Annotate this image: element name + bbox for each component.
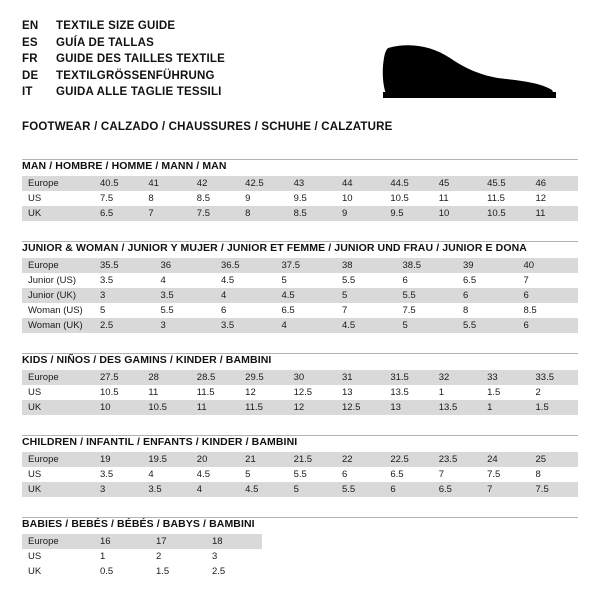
cell: 11: [530, 206, 578, 221]
table-row: [22, 467, 578, 482]
cell: 3: [94, 288, 155, 303]
cell: 42.5: [239, 176, 287, 191]
cell: 4.5: [336, 318, 397, 333]
cell: 3: [206, 549, 262, 564]
cell: 11: [191, 400, 239, 415]
cell: 7: [481, 482, 529, 497]
cell: 11.5: [239, 400, 287, 415]
size-table-block: [22, 517, 578, 579]
cell: 7: [142, 206, 190, 221]
cell: 45.5: [481, 176, 529, 191]
cell: 4.5: [276, 288, 337, 303]
language-row: [22, 51, 225, 68]
cell: 5: [336, 288, 397, 303]
cell: 19: [94, 452, 142, 467]
row-label: Woman (US): [22, 303, 94, 318]
cell: 8.5: [191, 191, 239, 206]
cell: 41: [142, 176, 190, 191]
cell: 3: [94, 482, 142, 497]
table-row: [22, 534, 262, 549]
table-row: [22, 258, 578, 273]
cell: 39: [457, 258, 518, 273]
cell: 9: [336, 206, 384, 221]
cell: 1: [433, 385, 481, 400]
cell: 31: [336, 370, 384, 385]
cell: 4: [155, 273, 216, 288]
row-label: Europe: [22, 176, 94, 191]
cell: 3.5: [94, 273, 155, 288]
cell: 6: [518, 318, 579, 333]
cell: 6: [336, 467, 384, 482]
size-table: [22, 176, 578, 221]
cell: 12: [239, 385, 287, 400]
table-title: BABIES / BEBÉS / BÉBÉS / BABYS / BAMBINI: [22, 518, 255, 530]
cell: 7: [433, 467, 481, 482]
row-label: Woman (UK): [22, 318, 94, 333]
cell: 22.5: [384, 452, 432, 467]
cell: 1.5: [530, 400, 578, 415]
category-title: FOOTWEAR / CALZADO / CHAUSSURES / SCHUHE / CALZATURE: [22, 121, 393, 133]
cell: 25: [530, 452, 578, 467]
cell: 33: [481, 370, 529, 385]
cell: 10: [433, 206, 481, 221]
cell: 6: [215, 303, 276, 318]
cell: 3.5: [215, 318, 276, 333]
cell: 21.5: [288, 452, 336, 467]
cell: 24: [481, 452, 529, 467]
size-table: [22, 534, 262, 579]
cell: 17: [150, 534, 206, 549]
table-title: MAN / HOMBRE / HOMME / MANN / MAN: [22, 160, 227, 172]
cell: 11.5: [481, 191, 529, 206]
cell: 16: [94, 534, 150, 549]
cell: 20: [191, 452, 239, 467]
cell: 7.5: [530, 482, 578, 497]
cell: 11: [433, 191, 481, 206]
row-label: UK: [22, 206, 94, 221]
cell: 12.5: [288, 385, 336, 400]
cell: 8: [530, 467, 578, 482]
size-table: [22, 452, 578, 497]
cell: 10.5: [384, 191, 432, 206]
cell: 8: [142, 191, 190, 206]
table-row: [22, 370, 578, 385]
cell: 36: [155, 258, 216, 273]
cell: 10.5: [481, 206, 529, 221]
cell: 10.5: [142, 400, 190, 415]
table-row: [22, 273, 578, 288]
language-row: [22, 68, 225, 85]
cell: 10.5: [94, 385, 142, 400]
language-code: IT: [22, 86, 33, 98]
cell: 46: [530, 176, 578, 191]
cell: 5.5: [457, 318, 518, 333]
cell: 2: [530, 385, 578, 400]
cell: 3.5: [94, 467, 142, 482]
cell: 13.5: [433, 400, 481, 415]
cell: 42: [191, 176, 239, 191]
cell: 2.5: [206, 564, 262, 579]
cell: 1: [94, 549, 150, 564]
cell: 4: [215, 288, 276, 303]
cell: 6: [397, 273, 458, 288]
size-table: [22, 370, 578, 415]
cell: 40: [518, 258, 579, 273]
language-title: GUIDA ALLE TAGLIE TESSILI: [56, 86, 222, 98]
cell: 5.5: [155, 303, 216, 318]
cell: 9.5: [384, 206, 432, 221]
row-label: Europe: [22, 452, 94, 467]
row-label: Europe: [22, 534, 94, 549]
cell: 6.5: [384, 467, 432, 482]
cell: 3.5: [142, 482, 190, 497]
table-row: [22, 549, 262, 564]
cell: 22: [336, 452, 384, 467]
cell: 4.5: [239, 482, 287, 497]
cell: 29.5: [239, 370, 287, 385]
cell: 19.5: [142, 452, 190, 467]
cell: 36.5: [215, 258, 276, 273]
table-title: CHILDREN / INFANTIL / ENFANTS / KINDER / BAMBINI: [22, 436, 298, 448]
size-table-block: [22, 435, 578, 497]
row-label: Europe: [22, 370, 94, 385]
language-title: TEXTILGRÖSSENFÜHRUNG: [56, 69, 215, 82]
language-row: [22, 84, 225, 101]
cell: 8.5: [288, 206, 336, 221]
cell: 6: [518, 288, 579, 303]
cell: 45: [433, 176, 481, 191]
cell: 8: [457, 303, 518, 318]
table-title: JUNIOR & WOMAN / JUNIOR Y MUJER / JUNIOR ET FEMME / JUNIOR UND FRAU / JUNIOR E DONA: [22, 242, 527, 254]
size-table: [22, 258, 578, 333]
cell: 4.5: [215, 273, 276, 288]
cell: 31.5: [384, 370, 432, 385]
cell: 35.5: [94, 258, 155, 273]
table-row: [22, 206, 578, 221]
cell: 6.5: [457, 273, 518, 288]
language-code: EN: [22, 20, 39, 32]
table-row: [22, 303, 578, 318]
language-code: FR: [22, 53, 38, 65]
cell: 27.5: [94, 370, 142, 385]
cell: 11: [142, 385, 190, 400]
cell: 5: [397, 318, 458, 333]
cell: 44.5: [384, 176, 432, 191]
row-label: UK: [22, 564, 94, 579]
language-row: [22, 18, 225, 35]
row-label: Europe: [22, 258, 94, 273]
row-label: UK: [22, 482, 94, 497]
table-row: [22, 564, 262, 579]
document-header: [22, 18, 578, 107]
cell: 43: [288, 176, 336, 191]
language-code: DE: [22, 69, 39, 82]
cell: 23.5: [433, 452, 481, 467]
cell: 3: [155, 318, 216, 333]
cell: 13: [336, 385, 384, 400]
table-row: [22, 400, 578, 415]
cell: 2.5: [94, 318, 155, 333]
cell: 1: [481, 400, 529, 415]
cell: 7.5: [94, 191, 142, 206]
table-row: [22, 288, 578, 303]
cell: 38.5: [397, 258, 458, 273]
cell: 7.5: [191, 206, 239, 221]
row-label: US: [22, 549, 94, 564]
cell: 28.5: [191, 370, 239, 385]
cell: 6.5: [94, 206, 142, 221]
cell: 13.5: [384, 385, 432, 400]
cell: 7.5: [397, 303, 458, 318]
cell: 5: [288, 482, 336, 497]
cell: 18: [206, 534, 262, 549]
cell: 2: [150, 549, 206, 564]
cell: 7.5: [481, 467, 529, 482]
cell: 4: [142, 467, 190, 482]
cell: 9: [239, 191, 287, 206]
language-code: ES: [22, 36, 38, 49]
table-row: [22, 452, 578, 467]
table-row: [22, 385, 578, 400]
language-title: GUÍA DE TALLAS: [56, 36, 154, 49]
cell: 11.5: [191, 385, 239, 400]
cell: 33.5: [530, 370, 578, 385]
row-label: US: [22, 191, 94, 206]
cell: 8: [239, 206, 287, 221]
cell: 10: [94, 400, 142, 415]
cell: 9.5: [288, 191, 336, 206]
row-label: US: [22, 467, 94, 482]
cell: 12: [530, 191, 578, 206]
cell: 38: [336, 258, 397, 273]
cell: 37.5: [276, 258, 337, 273]
cell: 12.5: [336, 400, 384, 415]
cell: 5: [276, 273, 337, 288]
cell: 3.5: [155, 288, 216, 303]
language-title-list: [22, 18, 225, 101]
cell: 6: [384, 482, 432, 497]
cell: 6.5: [276, 303, 337, 318]
cell: 7: [518, 273, 579, 288]
table-row: [22, 318, 578, 333]
size-table-block: [22, 159, 578, 221]
cell: 5.5: [288, 467, 336, 482]
row-label: Junior (US): [22, 273, 94, 288]
language-title: TEXTILE SIZE GUIDE: [56, 20, 176, 32]
cell: 28: [142, 370, 190, 385]
cell: 7: [336, 303, 397, 318]
row-label: US: [22, 385, 94, 400]
cell: 5: [239, 467, 287, 482]
row-label: UK: [22, 400, 94, 415]
cell: 5.5: [336, 273, 397, 288]
row-label: Junior (UK): [22, 288, 94, 303]
cell: 6: [457, 288, 518, 303]
cell: 40.5: [94, 176, 142, 191]
cell: 30: [288, 370, 336, 385]
cell: 8.5: [518, 303, 579, 318]
cell: 10: [336, 191, 384, 206]
table-row: [22, 482, 578, 497]
cell: 4: [191, 482, 239, 497]
cell: 1.5: [481, 385, 529, 400]
cell: 12: [288, 400, 336, 415]
cell: 4.5: [191, 467, 239, 482]
cell: 21: [239, 452, 287, 467]
size-table-block: [22, 241, 578, 333]
cell: 5: [94, 303, 155, 318]
table-row: [22, 191, 578, 206]
language-row: [22, 35, 225, 52]
table-row: [22, 176, 578, 191]
cell: 4: [276, 318, 337, 333]
cell: 44: [336, 176, 384, 191]
language-title: GUIDE DES TAILLES TEXTILE: [56, 53, 225, 65]
cell: 5.5: [397, 288, 458, 303]
cell: 0.5: [94, 564, 150, 579]
table-title: KIDS / NIÑOS / DES GAMINS / KINDER / BAMBINI: [22, 354, 272, 366]
cell: 6.5: [433, 482, 481, 497]
cell: 13: [384, 400, 432, 415]
cell: 1.5: [150, 564, 206, 579]
size-table-block: [22, 353, 578, 415]
cell: 32: [433, 370, 481, 385]
cell: 5.5: [336, 482, 384, 497]
dress-shoe-icon: [380, 32, 560, 107]
